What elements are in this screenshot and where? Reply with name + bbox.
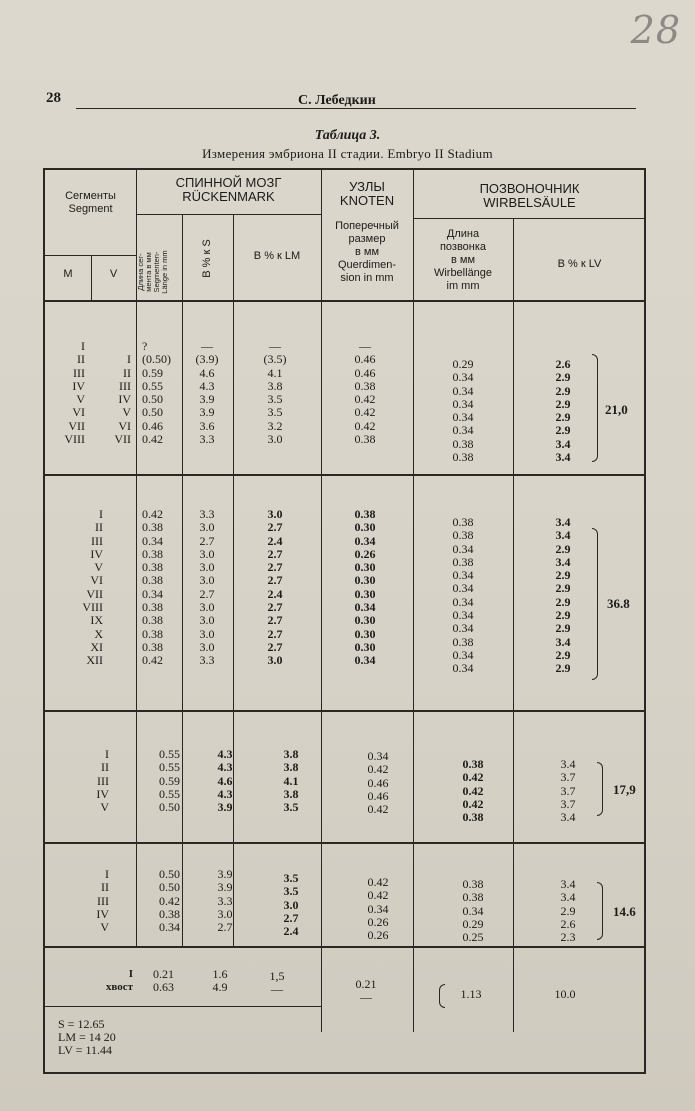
header-vertebra-length: Длина позвонка в мм Wirbellänge im mm xyxy=(433,228,493,292)
tail-pct-lv: 10.0 xyxy=(554,987,576,1001)
header-spinal-cord: СПИННОЙ МОЗГ RÜCKENMARK xyxy=(175,175,282,204)
tail-vert-length: 1.13 xyxy=(460,987,482,1001)
tail-pct-s: 1.6 4.9 xyxy=(212,967,228,995)
g1-vert-length: 0.29 0.34 0.34 0.34 0.34 0.34 0.38 0.38 xyxy=(452,357,474,465)
g4-cross: 0.42 0.42 0.34 0.26 0.26 xyxy=(367,875,389,943)
col-line-6 xyxy=(513,218,514,1032)
tail-cross: 0.21 — xyxy=(355,977,377,1005)
g3-pct-s: 4.3 4.3 4.6 4.3 3.9 xyxy=(217,747,233,815)
g1-length: ? (0.50) 0.59 0.55 0.50 0.50 0.46 0.42 xyxy=(142,339,171,447)
header-pct-s: В % к S xyxy=(201,239,213,278)
header-spine: ПОЗВОНОЧНИК WIRBELSÄULE xyxy=(479,181,580,210)
header-bottom-line xyxy=(45,300,646,302)
g3-sum: 17,9 xyxy=(613,782,636,797)
col-line-3 xyxy=(233,214,234,946)
g2-pct-lm: 3.0 2.7 2.4 2.7 2.7 2.7 2.4 2.7 2.7 2.7 2.7 3.0 xyxy=(267,507,283,668)
g1-pct-lv: 2.6 2.9 2.9 2.9 2.9 2.9 3.4 3.4 xyxy=(555,357,571,465)
header-segment-length: Длина сег- мента в мм Segmenten- Länge in mm xyxy=(136,250,169,294)
g2-pct-s: 3.3 3.0 2.7 3.0 3.0 3.0 2.7 3.0 3.0 3.0 3.0 3.3 xyxy=(199,507,215,668)
g2-m: I II III IV V VI VII VIII IX X XI XII xyxy=(82,507,103,668)
g3-brace xyxy=(597,762,603,816)
tail-pct-lm: 1,5 — xyxy=(269,969,285,997)
totals: S = 12.65 LM = 14 20 LV = 11.44 xyxy=(58,1017,116,1057)
author-name: С. Лебедкин xyxy=(298,93,376,108)
row-line-spine xyxy=(413,218,646,219)
g2-pct-lv: 3.4 3.4 2.9 3.4 2.9 2.9 2.9 2.9 2.9 3.4 2.9 2.9 xyxy=(555,515,571,676)
g1-pct-lm: — (3.5) 4.1 3.8 3.5 3.5 3.2 3.0 xyxy=(263,339,287,447)
g4-pct-s: 3.9 3.9 3.3 3.0 2.7 xyxy=(217,867,233,935)
g1-brace xyxy=(592,354,598,462)
g3-length: 0.55 0.55 0.59 0.55 0.50 xyxy=(159,747,180,815)
row-line-seg xyxy=(45,255,136,256)
tail-length: 0.21 0.63 xyxy=(153,967,174,995)
g2-length: 0.42 0.38 0.34 0.38 0.38 0.38 0.34 0.38 0.38 0.38 0.38 0.42 xyxy=(142,507,163,668)
tail-brace xyxy=(439,984,445,1008)
group-line-2 xyxy=(45,710,646,712)
group-line-3 xyxy=(45,842,646,844)
table-title: Таблица 3. xyxy=(314,128,381,143)
g4-pct-lm: 3.5 3.5 3.0 2.7 2.4 xyxy=(283,871,299,939)
header-segments: Сегменты Segment xyxy=(65,190,116,215)
g4-brace xyxy=(597,882,603,940)
header-m: M xyxy=(63,268,73,280)
header-pct-lm: В % к LM xyxy=(253,250,301,262)
group-line-4 xyxy=(45,946,646,948)
header-pct-lv: В % к LV xyxy=(557,258,602,270)
g1-sum: 21,0 xyxy=(605,402,628,417)
header-cross-size: Поперечный размер в мм Querdimen- sion in mm xyxy=(335,220,399,284)
g3-pct-lv: 3.4 3.7 3.7 3.7 3.4 xyxy=(560,757,576,825)
g4-pct-lv: 3.4 3.4 2.9 2.6 2.3 xyxy=(560,877,576,945)
g2-sum: 36.8 xyxy=(607,596,630,611)
g1-m: I II III IV V VI VII VIII xyxy=(64,339,85,447)
g4-m: I II III IV V xyxy=(96,867,109,935)
header-ganglia: УЗЛЫ KNOTEN xyxy=(339,179,395,208)
g2-cross: 0.38 0.30 0.34 0.26 0.30 0.30 0.30 0.34 0.30 0.30 0.30 0.34 xyxy=(354,507,376,668)
g4-length: 0.50 0.50 0.42 0.38 0.34 xyxy=(159,867,180,935)
g3-pct-lm: 3.8 3.8 4.1 3.8 3.5 xyxy=(283,747,299,815)
running-header xyxy=(40,90,640,120)
g4-vert-length: 0.38 0.38 0.34 0.29 0.25 xyxy=(462,877,484,945)
page-number: 28 xyxy=(46,90,61,106)
header-v: V xyxy=(109,268,118,280)
group-line-5 xyxy=(45,1006,321,1007)
measurement-table xyxy=(43,168,646,1074)
g2-vert-length: 0.38 0.38 0.34 0.38 0.34 0.34 0.34 0.34 0.34 0.38 0.34 0.34 xyxy=(452,515,474,676)
g2-brace xyxy=(592,528,598,680)
row-line-spinal xyxy=(136,214,321,215)
g3-vert-length: 0.38 0.42 0.42 0.42 0.38 xyxy=(462,757,484,825)
handwritten-folio: 28 xyxy=(630,8,681,52)
g3-cross: 0.34 0.42 0.46 0.46 0.42 xyxy=(367,749,389,817)
g1-pct-s: — (3.9) 4.6 4.3 3.9 3.9 3.6 3.3 xyxy=(195,339,219,447)
tail-m: I хвост xyxy=(105,968,133,994)
group-line-1 xyxy=(45,474,646,476)
col-line-2 xyxy=(182,214,183,946)
g3-m: I II III IV V xyxy=(96,747,109,815)
g4-sum: 14.6 xyxy=(613,904,636,919)
table-caption: Измерения эмбриона II стадии. Embryo II Stadium xyxy=(202,146,493,161)
header-rule xyxy=(76,108,636,109)
g1-cross: — 0.46 0.46 0.38 0.42 0.42 0.42 0.38 xyxy=(354,339,376,447)
g1-v: I II III IV V VI VII xyxy=(114,352,131,447)
